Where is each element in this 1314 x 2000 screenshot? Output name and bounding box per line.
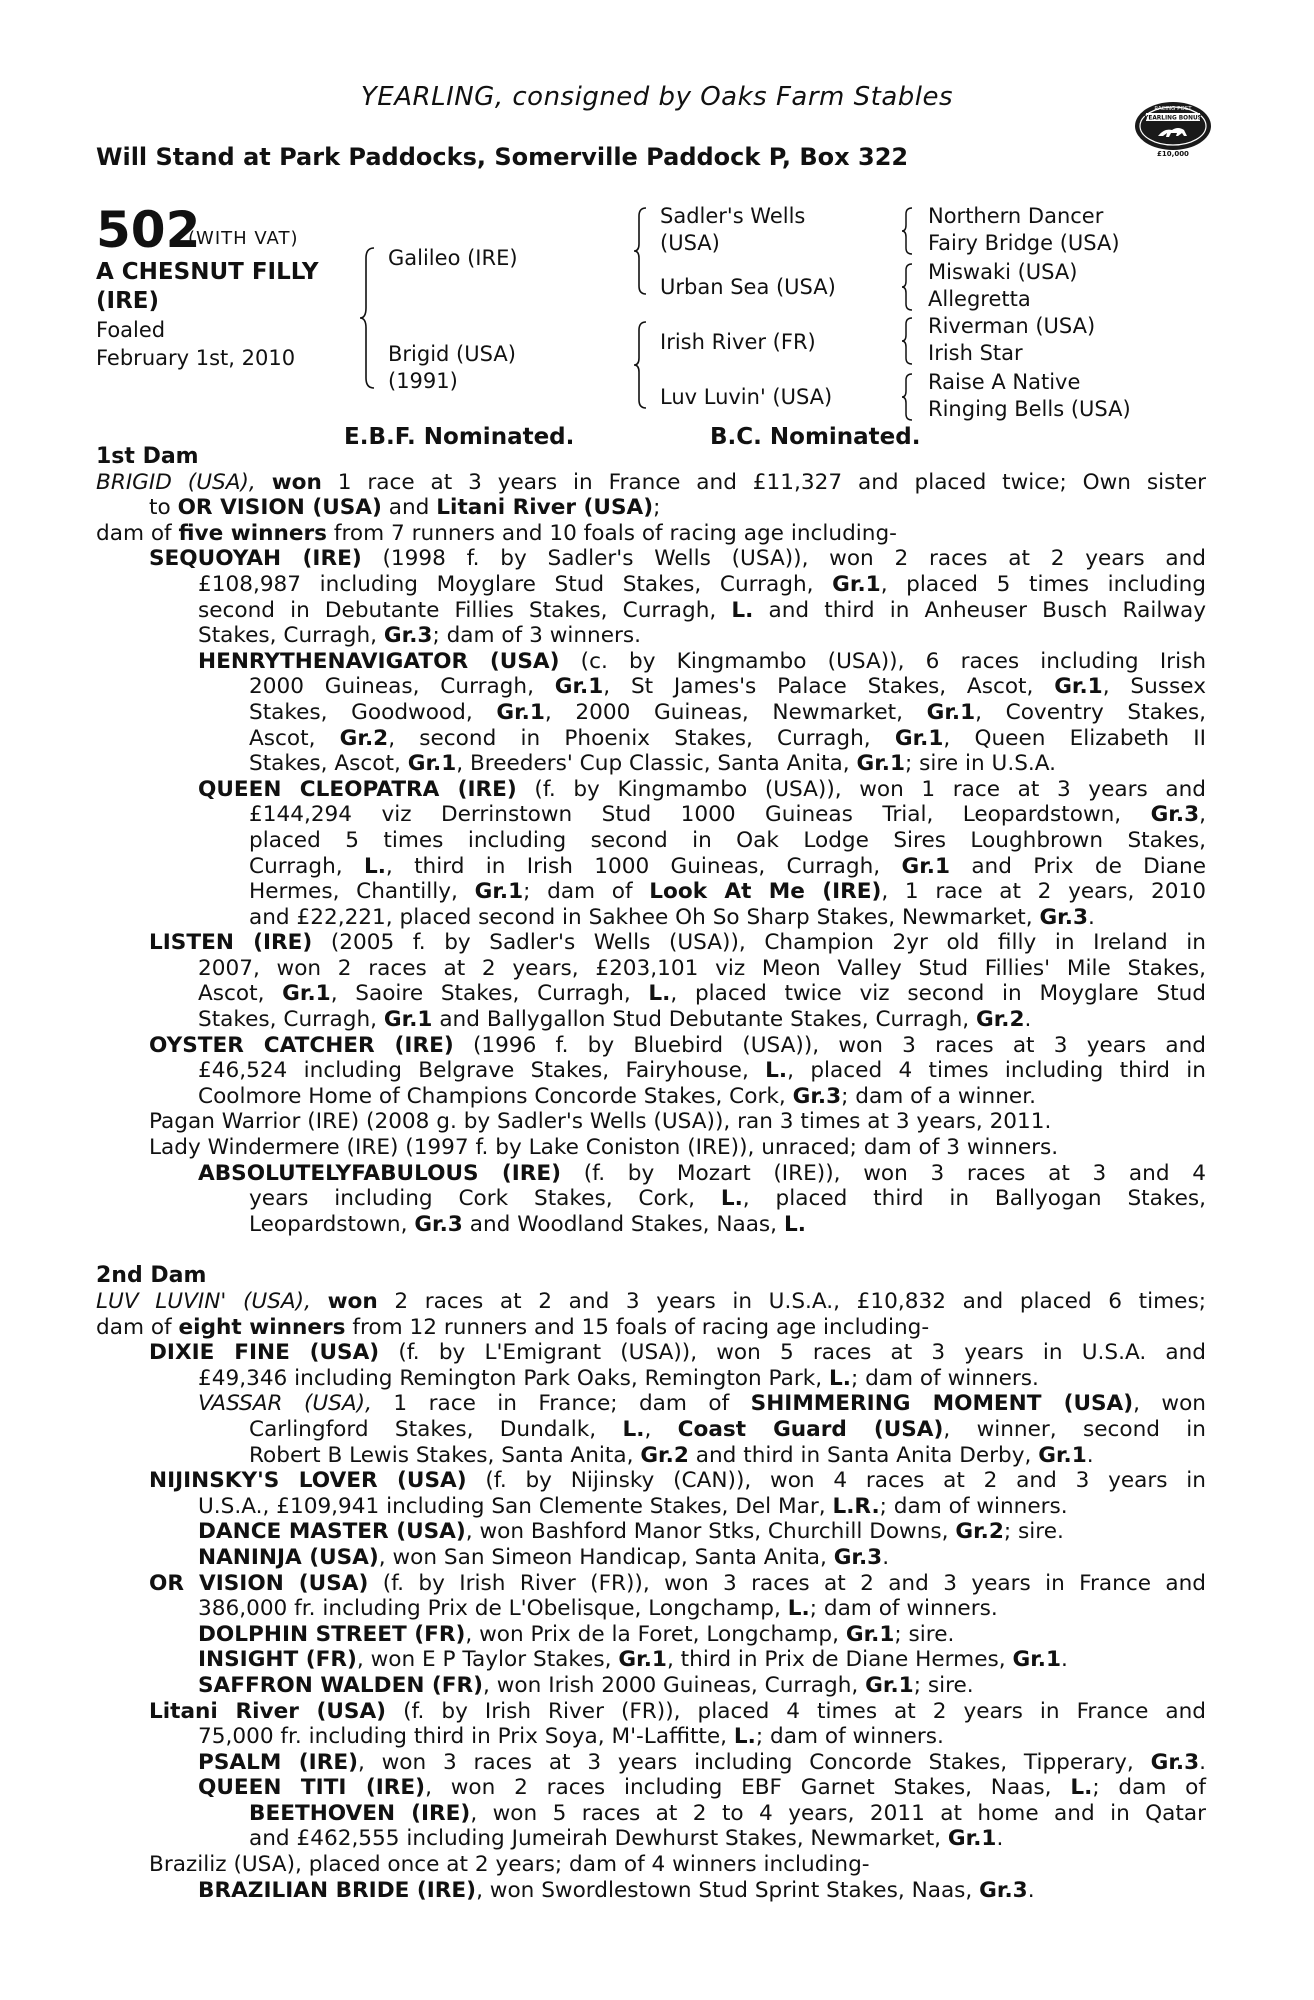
brace-gen3-d bbox=[902, 372, 914, 422]
ggs-4: Raise A Native bbox=[928, 370, 1081, 394]
sire-sire-line1: Sadler's Wells bbox=[660, 204, 806, 228]
text-line: 75,000 fr. including third in Prix Soya, M'-Laffitte, L.; dam of winners. bbox=[198, 1724, 944, 1750]
ggd-4: Ringing Bells (USA) bbox=[928, 397, 1131, 421]
text-line: Stakes, Curragh, Gr.1 and Ballygallon Stud Debutante Stakes, Curragh, Gr.2. bbox=[198, 1007, 1032, 1033]
lot-number: 502 bbox=[96, 201, 201, 259]
horse-description-line1: A CHESNUT FILLY bbox=[96, 259, 319, 285]
text-line: ABSOLUTELYFABULOUS (IRE) (f. by Mozart (IRE)), won 3 races at 3 and 4 bbox=[198, 1160, 1206, 1186]
text-line: NANINJA (USA), won San Simeon Handicap, Santa Anita, Gr.3. bbox=[198, 1544, 890, 1570]
text-line: to OR VISION (USA) and Litani River (USA); bbox=[149, 495, 661, 521]
text-line: BEETHOVEN (IRE), won 5 races at 2 to 4 years, 2011 at home and in Qatar bbox=[249, 1800, 1206, 1826]
text-line: £108,987 including Moyglare Stud Stakes, Curragh, Gr.1, placed 5 times including bbox=[198, 571, 1206, 597]
text-line: INSIGHT (FR), won E P Taylor Stakes, Gr.1, third in Prix de Diane Hermes, Gr.1. bbox=[198, 1647, 1068, 1673]
text-line: Lady Windermere (IRE) (1997 f. by Lake Coniston (IRE)), unraced; dam of 3 winners. bbox=[149, 1135, 1059, 1161]
text-line: HENRYTHENAVIGATOR (USA) (c. by Kingmambo (USA)), 6 races including Irish bbox=[198, 648, 1207, 674]
text-line: VASSAR (USA), 1 race in France; dam of SHIMMERING MOMENT (USA), won bbox=[198, 1391, 1206, 1417]
dam-name: Brigid (USA) bbox=[388, 342, 516, 366]
text-line: SAFFRON WALDEN (FR), won Irish 2000 Guineas, Curragh, Gr.1; sire. bbox=[198, 1672, 974, 1698]
ggd-1: Fairy Bridge (USA) bbox=[928, 231, 1120, 255]
text-line: placed 5 times including second in Oak Lodge Sires Loughbrown Stakes, bbox=[249, 827, 1206, 853]
text-line: DOLPHIN STREET (FR), won Prix de la Foret, Longchamp, Gr.1; sire. bbox=[198, 1621, 955, 1647]
brace-gen3-c bbox=[902, 316, 914, 366]
text-line: Litani River (USA) (f. by Irish River (FR)), placed 4 times at 2 years in France and bbox=[149, 1698, 1206, 1724]
dam-year: (1991) bbox=[388, 369, 458, 393]
ggs-1: Northern Dancer bbox=[928, 204, 1104, 228]
ggs-3: Riverman (USA) bbox=[928, 314, 1096, 338]
brace-gen2-dam bbox=[634, 320, 648, 410]
brace-gen2-sire bbox=[634, 206, 648, 296]
first-dam-heading: 1st Dam bbox=[96, 444, 199, 469]
brace-gen1 bbox=[360, 246, 376, 390]
text-line: Robert B Lewis Stakes, Santa Anita, Gr.2 and third in Santa Anita Derby, Gr.1. bbox=[249, 1442, 1094, 1468]
badge-amount-text: £10,000 bbox=[1157, 150, 1189, 158]
text-line: SEQUOYAH (IRE) (1998 f. by Sadler's Wells (USA)), won 2 races at 2 years and bbox=[149, 546, 1206, 572]
sire-dam: Urban Sea (USA) bbox=[660, 275, 836, 299]
foaled-label: Foaled bbox=[96, 318, 166, 342]
yearling-bonus-badge bbox=[1132, 96, 1214, 160]
dam-sire: Irish River (FR) bbox=[660, 330, 816, 354]
sire-sire-line2: (USA) bbox=[660, 231, 720, 255]
text-line: Stakes, Curragh, Gr.3; dam of 3 winners. bbox=[198, 623, 642, 649]
sire-name: Galileo (IRE) bbox=[388, 246, 518, 270]
text-line: Coolmore Home of Champions Concorde Stakes, Cork, Gr.3; dam of a winner. bbox=[198, 1083, 1036, 1109]
text-line: 2007, won 2 races at 2 years, £203,101 viz Meon Valley Stud Fillies' Mile Stakes, bbox=[198, 955, 1206, 981]
stand-location: Will Stand at Park Paddocks, Somerville Paddock P, Box 322 bbox=[96, 143, 909, 171]
text-line: PSALM (IRE), won 3 races at 3 years including Concorde Stakes, Tipperary, Gr.3. bbox=[198, 1749, 1206, 1775]
text-line: Braziliz (USA), placed once at 2 years; dam of 4 winners including- bbox=[149, 1852, 870, 1878]
text-line: QUEEN TITI (IRE), won 2 races including EBF Garnet Stakes, Naas, L.; dam of bbox=[198, 1775, 1206, 1801]
text-line: Leopardstown, Gr.3 and Woodland Stakes, Naas, L. bbox=[249, 1211, 806, 1237]
brace-gen3-b bbox=[902, 262, 914, 312]
text-line: Ascot, Gr.2, second in Phoenix Stakes, Curragh, Gr.1, Queen Elizabeth II bbox=[249, 725, 1206, 751]
text-line: OR VISION (USA) (f. by Irish River (FR)), won 3 races at 2 and 3 years in France and bbox=[149, 1570, 1206, 1596]
text-line: and £22,221, placed second in Sakhee Oh So Sharp Stakes, Newmarket, Gr.3. bbox=[249, 904, 1095, 930]
text-line: £144,294 viz Derrinstown Stud 1000 Guineas Trial, Leopardstown, Gr.3, bbox=[249, 802, 1206, 828]
second-dam-heading: 2nd Dam bbox=[96, 1263, 207, 1289]
text-line: Pagan Warrior (IRE) (2008 g. by Sadler's Wells (USA)), ran 3 times at 3 years, 2011. bbox=[149, 1109, 1052, 1135]
text-line: dam of five winners from 7 runners and 10 foals of racing age including- bbox=[96, 520, 897, 546]
text-line: DANCE MASTER (USA), won Bashford Manor Stks, Churchill Downs, Gr.2; sire. bbox=[198, 1519, 1064, 1545]
horse-description bbox=[96, 258, 319, 316]
badge-mid-text: YEARLING BONUS bbox=[1144, 115, 1202, 122]
ggd-3: Irish Star bbox=[928, 341, 1023, 365]
foaled-date: February 1st, 2010 bbox=[96, 346, 296, 370]
text-line: LISTEN (IRE) (2005 f. by Sadler's Wells (USA)), Champion 2yr old filly in Ireland in bbox=[149, 930, 1206, 956]
text-line: LUV LUVIN' (USA), won 2 races at 2 and 3 years in U.S.A., £10,832 and placed 6 times; bbox=[96, 1289, 1206, 1314]
text-line: 2000 Guineas, Curragh, Gr.1, St James's Palace Stakes, Ascot, Gr.1, Sussex bbox=[249, 674, 1206, 700]
text-line: BRIGID (USA), won 1 race at 3 years in France and £11,327 and placed twice; Own sister bbox=[96, 469, 1206, 495]
dam-dam: Luv Luvin' (USA) bbox=[660, 385, 833, 409]
text-line: NIJINSKY'S LOVER (USA) (f. by Nijinsky (CAN)), won 4 races at 2 and 3 years in bbox=[149, 1468, 1206, 1494]
badge-top-text: RACING POST bbox=[1154, 106, 1192, 112]
produce-record bbox=[96, 444, 1206, 1903]
text-line: QUEEN CLEOPATRA (IRE) (f. by Kingmambo (USA)), won 1 race at 3 years and bbox=[198, 776, 1206, 802]
text-line: Stakes, Ascot, Gr.1, Breeders' Cup Classic, Santa Anita, Gr.1; sire in U.S.A. bbox=[249, 751, 1057, 777]
text-line: Ascot, Gr.1, Saoire Stakes, Curragh, L., placed twice viz second in Moyglare Stud bbox=[198, 981, 1206, 1007]
text-line: DIXIE FINE (USA) (f. by L'Emigrant (USA)), won 5 races at 3 years in U.S.A. and bbox=[149, 1340, 1206, 1366]
catalogue-heading: YEARLING, consigned by Oaks Farm Stables bbox=[360, 82, 954, 112]
text-line: Carlingford Stakes, Dundalk, L., Coast Guard (USA), winner, second in bbox=[249, 1416, 1206, 1442]
horse-description-line2: (IRE) bbox=[96, 288, 160, 314]
text-line: Stakes, Goodwood, Gr.1, 2000 Guineas, Newmarket, Gr.1, Coventry Stakes, bbox=[249, 699, 1206, 725]
section-gap bbox=[96, 1237, 1206, 1263]
text-line: Hermes, Chantilly, Gr.1; dam of Look At Me (IRE), 1 race at 2 years, 2010 bbox=[249, 879, 1206, 905]
text-line: second in Debutante Fillies Stakes, Curragh, L. and third in Anheuser Busch Railway bbox=[198, 597, 1206, 623]
ggd-2: Allegretta bbox=[928, 287, 1031, 311]
ebf-nominated: E.B.F. Nominated. bbox=[344, 424, 575, 450]
text-line: BRAZILIAN BRIDE (IRE), won Swordlestown Stud Sprint Stakes, Naas, Gr.3. bbox=[198, 1877, 1035, 1903]
text-line: U.S.A., £109,941 including San Clemente Stakes, Del Mar, L.R.; dam of winners. bbox=[198, 1493, 1068, 1519]
ggs-2: Miswaki (USA) bbox=[928, 260, 1078, 284]
text-line: £46,524 including Belgrave Stakes, Fairyhouse, L., placed 4 times including third in bbox=[198, 1058, 1206, 1084]
brace-gen3-a bbox=[902, 206, 914, 256]
text-line: dam of eight winners from 12 runners and 15 foals of racing age including- bbox=[96, 1314, 930, 1340]
text-line: OYSTER CATCHER (IRE) (1996 f. by Bluebird (USA)), won 3 races at 3 years and bbox=[149, 1032, 1206, 1058]
bc-nominated: B.C. Nominated. bbox=[710, 424, 921, 450]
text-line: 386,000 fr. including Prix de L'Obelisque, Longchamp, L.; dam of winners. bbox=[198, 1596, 998, 1622]
text-line: Curragh, L., third in Irish 1000 Guineas, Curragh, Gr.1 and Prix de Diane bbox=[249, 853, 1206, 879]
vat-note: (WITH VAT) bbox=[188, 228, 299, 249]
text-line: £49,346 including Remington Park Oaks, Remington Park, L.; dam of winners. bbox=[198, 1365, 1039, 1391]
text-line: years including Cork Stakes, Cork, L., placed third in Ballyogan Stakes, bbox=[249, 1186, 1206, 1212]
foaled-info bbox=[96, 316, 295, 372]
text-line: and £462,555 including Jumeirah Dewhurst Stakes, Newmarket, Gr.1. bbox=[249, 1826, 1004, 1852]
